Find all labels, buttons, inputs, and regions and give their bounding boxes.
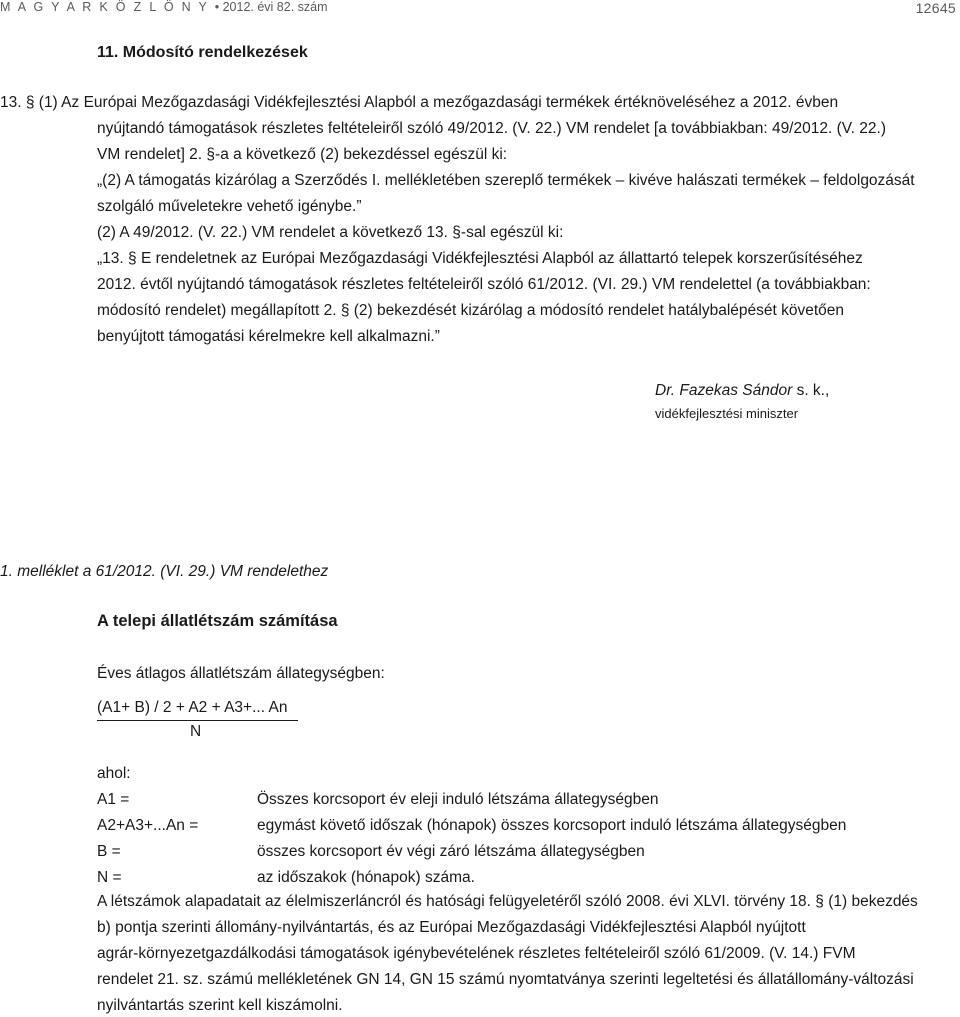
closing-line: nyilvántartás szerint kell kiszámolni. bbox=[97, 997, 343, 1014]
journal-issue bbox=[0, 0, 328, 14]
para-line: módosító rendelet) megállapított 2. § (2) bekezdését kizárólag a módosító rendelet hatálybalépését követően bbox=[97, 302, 845, 319]
para-line: benyújtott támogatási kérelmekre kell alkalmazni.” bbox=[97, 328, 440, 345]
fraction-bar bbox=[97, 720, 298, 721]
closing-line: agrár-környezetgazdálkodási támogatások igénybevételének részletes feltételeiről szóló 61/2009. (V. 14.) FVM bbox=[97, 945, 856, 962]
definition-term: A1 = bbox=[97, 791, 130, 808]
para-line: szolgáló műveletekre vehető igénybe.” bbox=[97, 198, 362, 215]
definition-desc: összes korcsoport év végi záró létszáma állategységben bbox=[257, 843, 645, 860]
para-line: (2) A 49/2012. (V. 22.) VM rendelet a következő 13. §-sal egészül ki: bbox=[97, 224, 564, 241]
closing-line: rendelet 21. sz. számú mellékletének GN 14, GN 15 számú nyomtatványa szerinti legeltetési és állatállomány-változási bbox=[97, 971, 914, 988]
journal-name: M A G Y A R K Ö Z L Ö N Y bbox=[0, 0, 209, 14]
formula-numerator: (A1+ B) / 2 + A2 + A3+... An bbox=[97, 699, 288, 716]
signature-name bbox=[655, 382, 829, 400]
para-line: 13. § (1) Az Európai Mezőgazdasági Vidékfejlesztési Alapból a mezőgazdasági termékek értéknöveléséhez a 2012. évben bbox=[0, 94, 839, 111]
page-header bbox=[0, 0, 960, 20]
section-title: 11. Módosító rendelkezések bbox=[97, 44, 308, 61]
signature-role: vidékfejlesztési miniszter bbox=[655, 406, 799, 421]
definition-desc: az időszakok (hónapok) száma. bbox=[257, 869, 475, 886]
definition-term: A2+A3+...An = bbox=[97, 817, 199, 834]
annex-label: 1. melléklet a 61/2012. (VI. 29.) VM rendelethez bbox=[0, 563, 329, 580]
issue-info: • 2012. évi 82. szám bbox=[214, 0, 328, 14]
definition-term: B = bbox=[97, 843, 121, 860]
closing-line: b) pontja szerinti állomány-nyilvántartás, és az Európai Mezőgazdasági Vidékfejlesztési Alapból nyújtott bbox=[97, 919, 806, 936]
para-line: nyújtandó támogatások részletes feltételeiről szóló 49/2012. (V. 22.) VM rendelet [a továbbiakban: 49/2012. (V. 22.) bbox=[97, 120, 886, 137]
signature-suffix: s. k., bbox=[792, 382, 830, 399]
para-line: VM rendelet] 2. §-a a következő (2) bekezdéssel egészül ki: bbox=[97, 146, 508, 163]
where-label: ahol: bbox=[97, 765, 131, 782]
definition-desc: egymást követő időszak (hónapok) összes korcsoport induló létszáma állategységben bbox=[257, 817, 847, 834]
closing-line: A létszámok alapadatait az élelmiszerláncról és hatósági felügyeletéről szóló 2008. évi XLVI. törvény 18. § (1) bekezdés bbox=[97, 893, 918, 910]
page-number: 12645 bbox=[915, 0, 956, 16]
definition-desc: Összes korcsoport év eleji induló létszáma állategységben bbox=[257, 791, 659, 808]
average-label: Éves átlagos állatlétszám állategységben: bbox=[97, 665, 385, 682]
para-line: „13. § E rendeletnek az Európai Mezőgazdasági Vidékfejlesztési Alapból az állattartó telepek korszerűsítéséhez bbox=[97, 250, 863, 267]
signatory: Dr. Fazekas Sándor bbox=[655, 382, 793, 399]
formula-denominator: N bbox=[190, 723, 202, 740]
para-line: 2012. évtől nyújtandó támogatások részletes feltételeiről szóló 61/2012. (VI. 29.) VM rendelettel (a továbbiakban: bbox=[97, 276, 871, 293]
definition-term: N = bbox=[97, 869, 122, 886]
annex-heading: A telepi állatlétszám számítása bbox=[97, 612, 338, 630]
para-line: „(2) A támogatás kizárólag a Szerződés I. mellékletében szereplő termékek – kivéve halászati termékek – feldolgozását bbox=[97, 172, 915, 189]
